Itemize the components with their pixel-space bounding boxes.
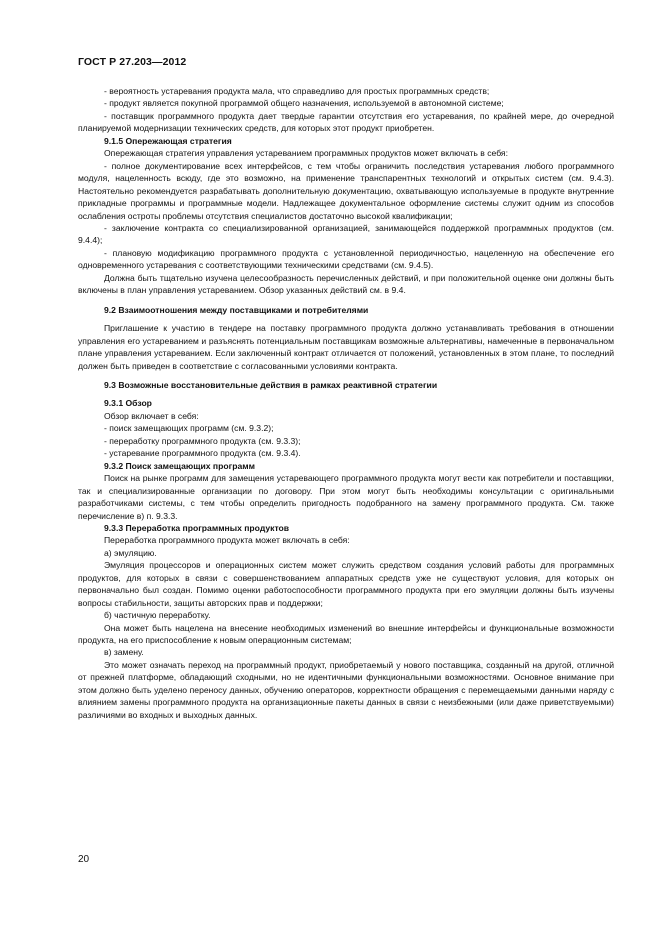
subsection-heading: 9.1.5 Опережающая стратегия bbox=[104, 135, 232, 146]
subsection-heading: 9.3.1 Обзор bbox=[104, 398, 152, 409]
paragraph: - продукт является покупной программой общего назначения, используемой в автономной системе; bbox=[104, 98, 504, 109]
paragraph: - плановую модификацию программного продукта с установленной периодичностью, нацеленную на обеспечение его одновременного устаревания с соответствующими техническими средствами (см. 9.4.5). bbox=[78, 247, 614, 271]
paragraph: Опережающая стратегия управления устареванием программных продуктов может включать в себя: bbox=[104, 148, 508, 159]
subsection-heading: 9.3.3 Переработка программных продуктов bbox=[104, 522, 290, 533]
paragraph: б) частичную переработку. bbox=[104, 610, 211, 621]
section-heading: 9.2 Взаимоотношения между поставщиками и потребителями bbox=[104, 304, 369, 315]
paragraph: - поставщик программного продукта дает твердые гарантии отсутствия его устаревания, по крайней мере, до очередной планируемой модернизации технических средств, для которых этот продукт приобретен. bbox=[78, 110, 614, 134]
paragraph: - заключение контракта со специализированной организацией, занимающейся поддержкой программных продуктов (см. 9.4.4); bbox=[78, 222, 614, 246]
paragraph: - переработку программного продукта (см. 9.3.3); bbox=[104, 435, 301, 446]
section-heading: 9.3 Возможные восстановительные действия в рамках реактивной стратегии bbox=[104, 379, 438, 390]
paragraph: - поиск замещающих программ (см. 9.3.2); bbox=[104, 423, 274, 434]
paragraph: - вероятность устаревания продукта мала, что справедливо для простых программных средств; bbox=[104, 86, 490, 96]
paragraph: Это может означать переход на программный продукт, приобретаемый у нового поставщика, созданный на другой, отличной от прежней платформе, обладающий сходными, но не идентичными функциональными возможностями. Основное внимание при этом должно быть уделено переносу данных, обучению операторов, корректности обращения с перемещаемыми данными наряду с влиянием замены программного продукта на организационные пакеты данных в связи с неизбежными (или даже приветствуемыми) различиями во входных и выходных данных. bbox=[78, 659, 614, 720]
paragraph: Должна быть тщательно изучена целесообразность перечисленных действий, и при положительной оценке они должны быть включены в план управления устареванием. Обзор указанных действий см. в 9.4. bbox=[78, 272, 614, 296]
paragraph: Поиск на рынке программ для замещения устаревающего программного продукта могут вести как потребители и поставщики, так и специализированные организации по договору. При этом могут быть необходимы консультации с оригинальными разработчиками системы, с тем чтобы определить пригодность подобранного на замену программного продукта. См. также перечисление в) п. 9.3.3. bbox=[78, 473, 614, 521]
paragraph: Эмуляция процессоров и операционных систем может служить средством создания условий работы для программных продуктов, для которых в связи с совершенствованием аппаратных средств уже не существуют условия, для которых он первоначально был создан. Помимо оценки работоспособности программного продукта при его эмуляции должны быть изучены вопросы стабильности, защиты авторских прав и поддержки; bbox=[78, 560, 614, 608]
paragraph: Приглашение к участию в тендере на поставку программного продукта должно устанавливать требования в отношении управления его устареванием и разъяснять потенциальным поставщикам возможные альтернативы, намеченные в первоначальном плане управления устареванием. Если заключенный контракт отличается от положений, установленных в этом плане, то последний должен быть приведен в соответствие с согласованными условиями контракта. bbox=[78, 323, 614, 371]
subsection-heading: 9.3.2 Поиск замещающих программ bbox=[104, 460, 255, 471]
document-body bbox=[78, 85, 614, 721]
page-number: 20 bbox=[78, 854, 90, 865]
paragraph: - устаревание программного продукта (см. 9.3.4). bbox=[104, 448, 301, 459]
paragraph: а) эмуляцию. bbox=[104, 547, 157, 558]
paragraph: Переработка программного продукта может включать в себя: bbox=[104, 535, 350, 546]
paragraph: Обзор включает в себя: bbox=[104, 410, 199, 421]
paragraph: в) замену. bbox=[104, 647, 144, 658]
paragraph: Она может быть нацелена на внесение необходимых изменений во внешние интерфейсы и функциональные возможности продукта, на его приспособление к новым операционным системам; bbox=[78, 622, 614, 646]
paragraph: - полное документирование всех интерфейсов, с тем чтобы ограничить последствия устаревания любого программного модуля, нацеленность всюду, где это возможно, на применение транспарентных технологий и открытых систем (см. 9.4.3). Настоятельно рекомендуется разрабатывать дополнительную документацию, охватывающую используемые в продукте внутренние прикладные программы и программные модели. Надлежащее документальное оформление системы служит одним из способов ослабления остроты проблемы отсутствия специалистов достаточно высокой квалификации; bbox=[78, 160, 614, 221]
document-header: ГОСТ Р 27.203—2012 bbox=[78, 56, 187, 68]
